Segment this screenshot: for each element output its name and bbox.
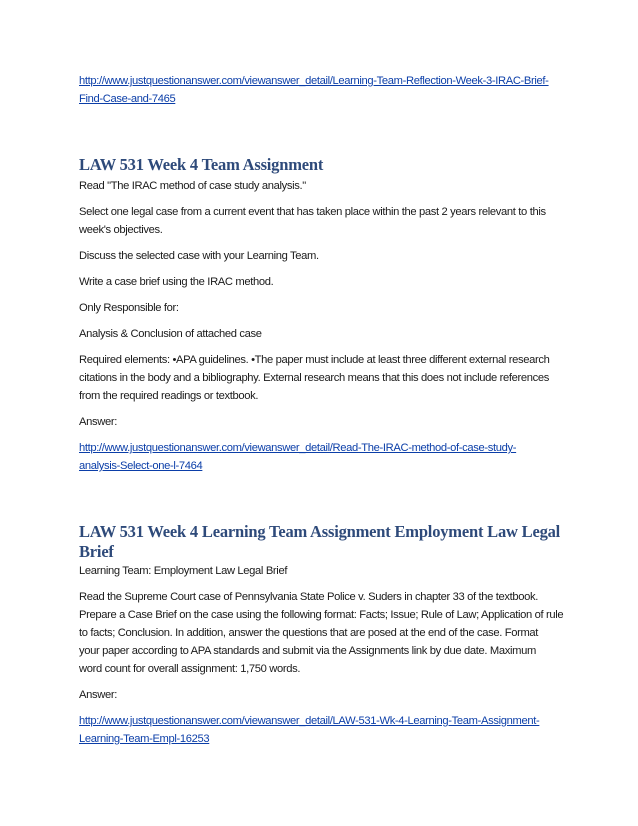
requirements-line2: citations in the body and a bibliography. External research means that this does not include references (79, 372, 549, 384)
section-heading-employment-law-line2: Brief (79, 542, 114, 561)
answer-link-irac-line2[interactable]: analysis-Select-one-l-7464 (79, 460, 203, 472)
instruction-responsible: Only Responsible for: (79, 302, 179, 314)
answer-label-1: Answer: (79, 416, 117, 428)
instruction-select-line1: Select one legal case from a current event that has taken place within the past 2 years relevant to this (79, 206, 546, 218)
section-heading-employment-law-line1: LAW 531 Week 4 Learning Team Assignment Employment Law Legal (79, 522, 561, 541)
answer-link-reflection-line2[interactable]: Find-Case-and-7465 (79, 93, 176, 105)
answer-link-irac-line1[interactable]: http://www.justquestionanswer.com/viewanswer_detail/Read-The-IRAC-method-of-case-study- (79, 442, 517, 454)
answer-link-reflection-line1[interactable]: http://www.justquestionanswer.com/viewanswer_detail/Learning-Team-Reflection-Week-3-IRAC-Brief- (79, 75, 549, 87)
requirements-line3: from the required readings or textbook. (79, 390, 259, 402)
case-instructions-line1: Read the Supreme Court case of Pennsylvania State Police v. Suders in chapter 33 of the textbook. (79, 591, 538, 603)
instruction-select-line2: week's objectives. (79, 224, 163, 236)
instruction-analysis: Analysis & Conclusion of attached case (79, 328, 262, 340)
case-instructions-line2: Prepare a Case Brief on the case using the following format: Facts; Issue; Rule of Law; Application of rule (79, 609, 564, 621)
learning-team-title: Learning Team: Employment Law Legal Brief (79, 565, 288, 577)
answer-link-employment-line1[interactable]: http://www.justquestionanswer.com/viewanswer_detail/LAW-531-Wk-4-Learning-Team-Assignment- (79, 715, 540, 727)
answer-link-employment-line2[interactable]: Learning-Team-Empl-16253 (79, 733, 210, 745)
section-heading-team-assignment: LAW 531 Week 4 Team Assignment (79, 155, 324, 174)
instruction-write: Write a case brief using the IRAC method. (79, 276, 274, 288)
case-instructions-line3: to facts; Conclusion. In addition, answer the questions that are posed at the end of the case. Format (79, 627, 539, 639)
instruction-read: Read "The IRAC method of case study analysis." (79, 180, 306, 192)
case-instructions-line4: your paper according to APA standards and submit via the Assignments link by due date. Maximum (79, 645, 536, 657)
answer-label-2: Answer: (79, 689, 117, 701)
instruction-discuss: Discuss the selected case with your Learning Team. (79, 250, 319, 262)
requirements-line1: Required elements: •APA guidelines. •The paper must include at least three different external research (79, 354, 550, 366)
case-instructions-line5: word count for overall assignment: 1,750 words. (79, 663, 301, 675)
